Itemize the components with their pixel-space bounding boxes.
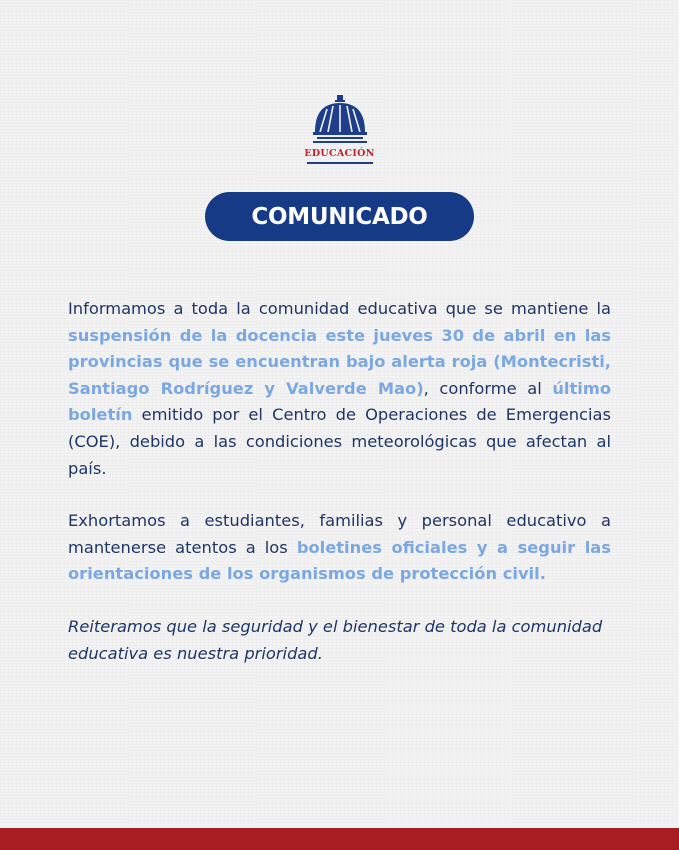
paragraph-1 (68, 296, 611, 482)
announcement-body (68, 296, 611, 693)
paragraph-2-highlight-1: boletines oficiales y a seguir las orientaciones de los organismos de protección civil. (68, 537, 611, 584)
logo-divider (307, 162, 373, 164)
paragraph-3 (68, 614, 611, 667)
paragraph-1-text-2: , conforme al (423, 378, 553, 398)
paragraph-1-text-3: emitido por el Centro de Operaciones de Emergencias (COE), debido a las condiciones meteorológicas que afectan al país. (68, 405, 611, 478)
paragraph-1-text-1: Informamos a toda la comunidad educativa que se mantiene la (68, 299, 611, 318)
comunicado-badge (205, 192, 474, 241)
dome-icon (311, 94, 369, 144)
logo-label: EDUCACIÓN (304, 148, 375, 159)
paragraph-1-highlight-1: suspensión de la docencia este jueves 30 de abril en las provincias que se encuentran bajo alerta roja (Montecristi, Santiago Rodríguez y Valverde Mao) (68, 325, 611, 398)
education-logo (0, 94, 679, 164)
paragraph-3-text: Reiteramos que la seguridad y el bienestar de toda la comunidad educativa es nuestra prioridad. (68, 616, 603, 663)
footer-bar (0, 828, 679, 850)
paragraph-2-text-1: Exhortamos a estudiantes, familias y personal educativo a mantenerse atentos a los (68, 511, 611, 557)
paragraph-1-highlight-2: último boletín (68, 378, 611, 425)
paragraph-2 (68, 508, 611, 588)
badge-label: COMUNICADO (251, 203, 428, 230)
